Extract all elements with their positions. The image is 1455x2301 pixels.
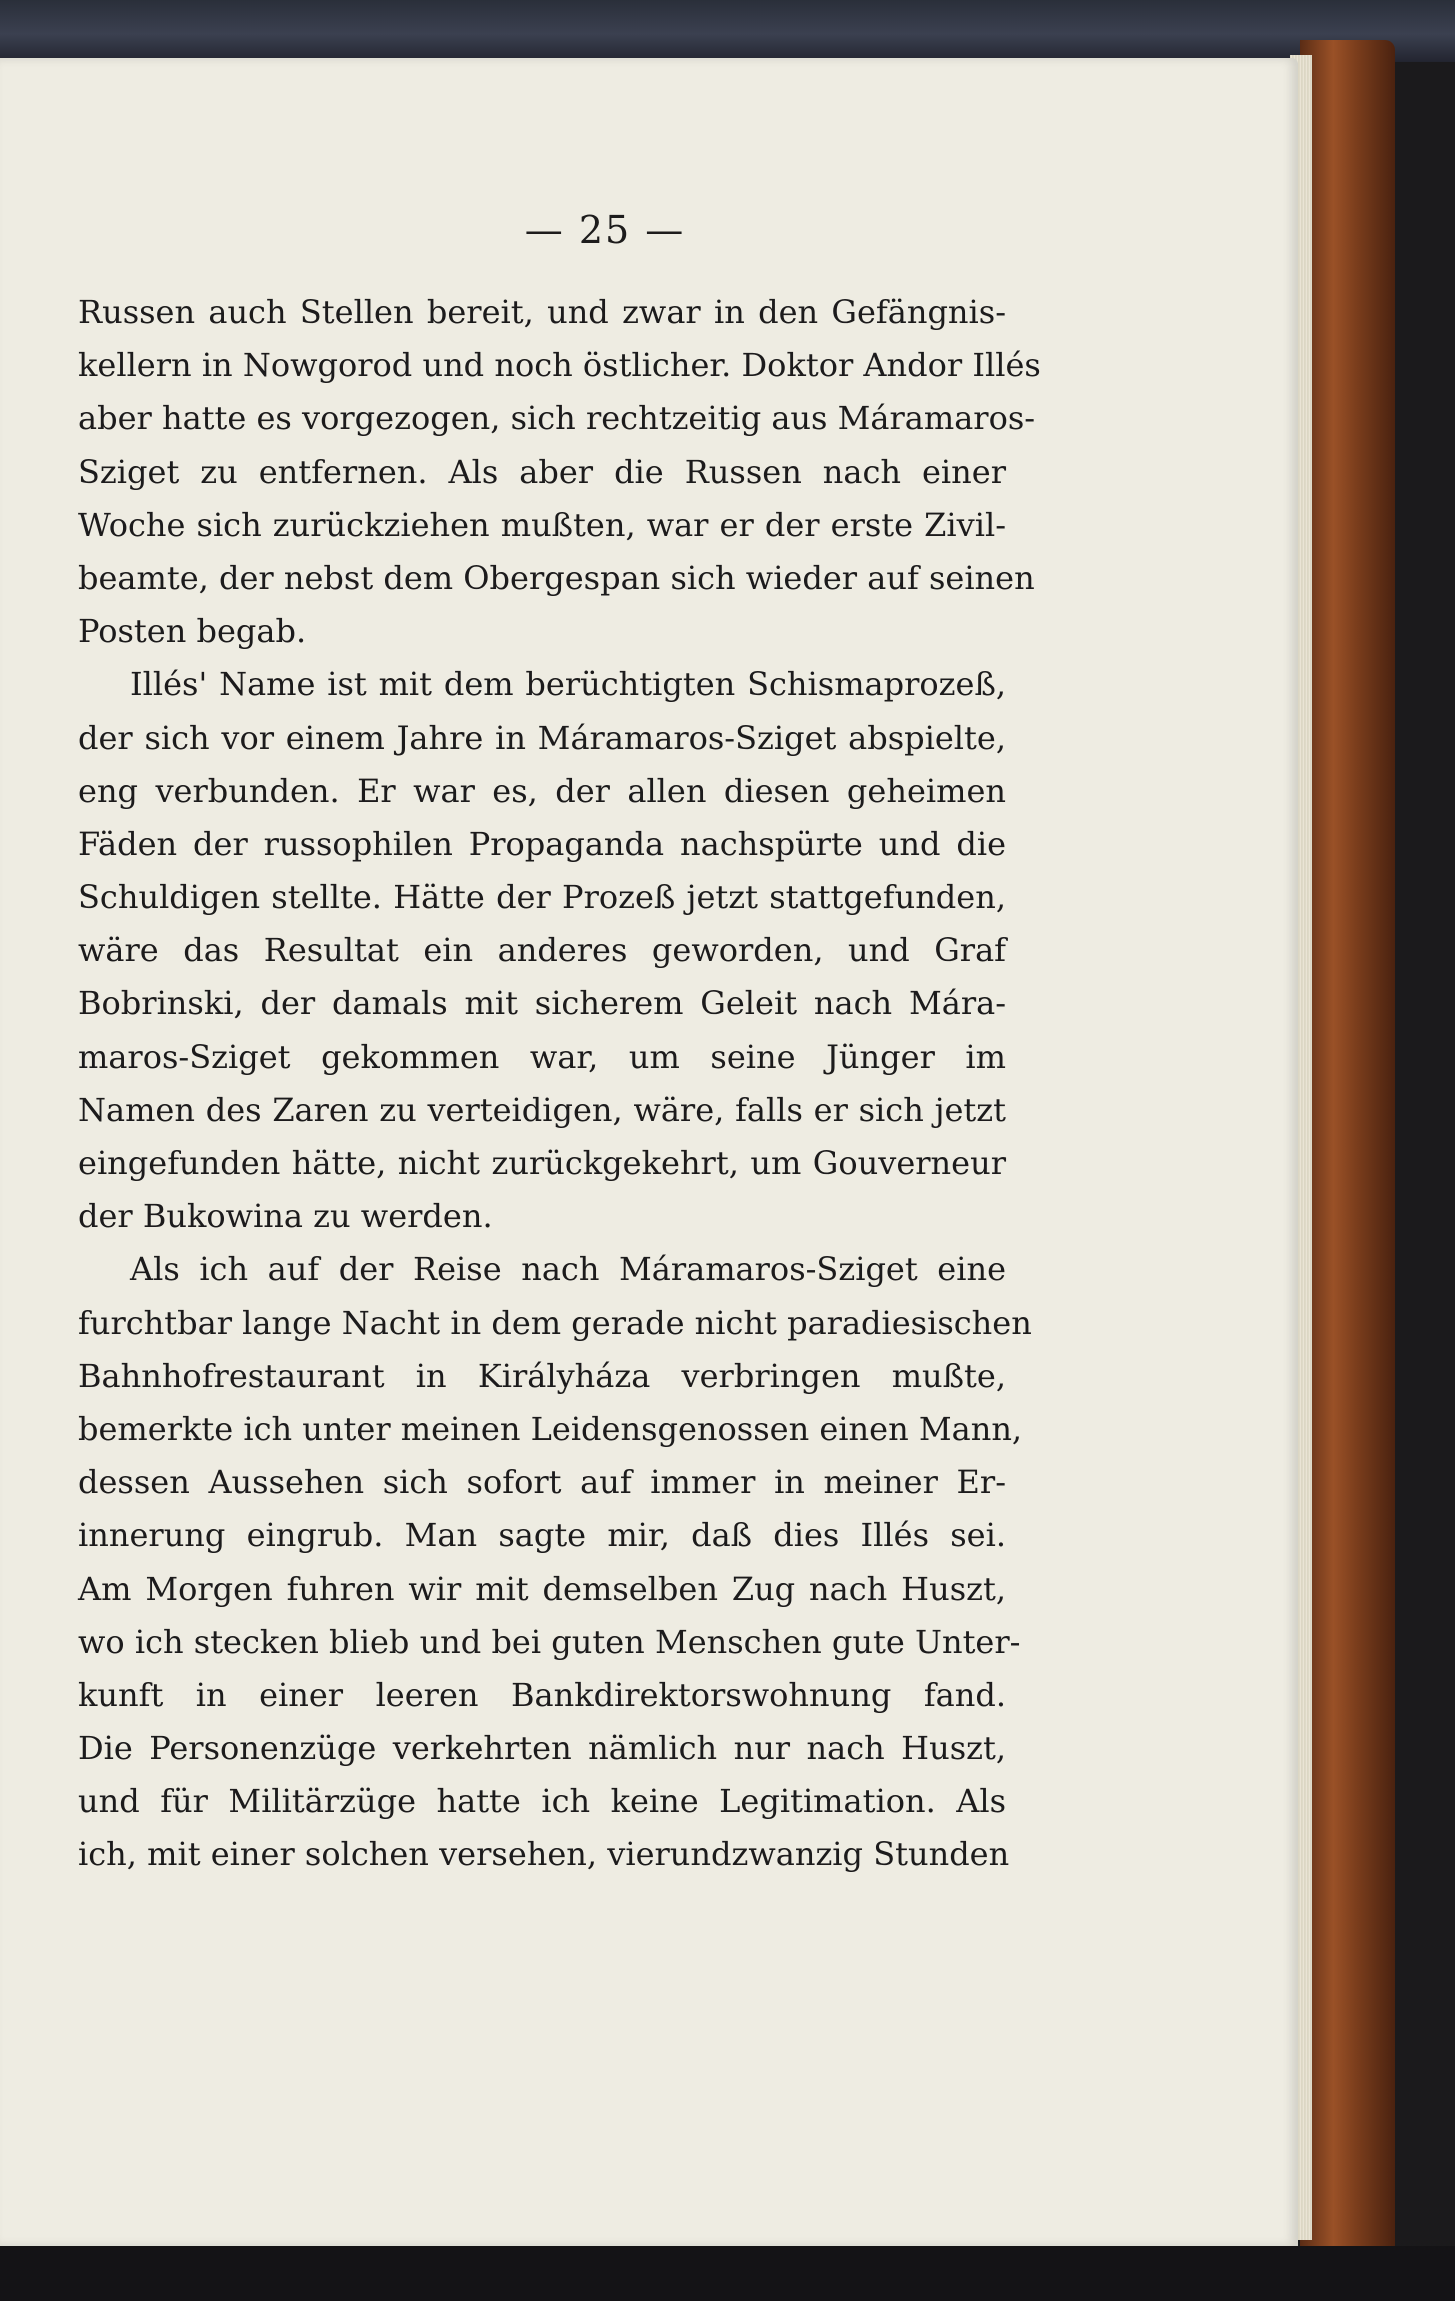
text-line: wäre das Resultat ein anderes geworden, und Graf (78, 931, 1006, 970)
book-page (0, 58, 1298, 2246)
text-line: innerung eingrub. Man sagte mir, daß dies Illés sei. (78, 1516, 1006, 1555)
text-line: dessen Aussehen sich sofort auf immer in meiner Er- (78, 1463, 1006, 1502)
text-line: kellern in Nowgorod und noch östlicher. Doktor Andor Illés (78, 346, 1041, 385)
text-line: aber hatte es vorgezogen, sich rechtzeitig aus Máramaros- (78, 399, 1036, 438)
text-line: Am Morgen fuhren wir mit demselben Zug nach Huszt, (78, 1569, 1006, 1608)
scan-background-top (0, 0, 1455, 62)
text-line: bemerkte ich unter meinen Leidensgenossen einen Mann, (78, 1409, 1023, 1448)
book-cover-edge (1300, 40, 1395, 2255)
text-line: Schuldigen stellte. Hätte der Prozeß jetzt stattgefunden, (78, 878, 1006, 917)
text-line: Posten begab. (78, 612, 307, 651)
text-line: Bahnhofrestaurant in Királyháza verbringen mußte, (78, 1356, 1006, 1395)
body-text (78, 286, 1041, 1882)
text-line: Als ich auf der Reise nach Máramaros-Sziget eine (130, 1250, 1006, 1289)
text-line: der Bukowina zu werden. (78, 1197, 493, 1236)
text-line: Sziget zu entfernen. Als aber die Russen nach einer (78, 452, 1006, 491)
text-line: Woche sich zurückziehen mußten, war er der erste Zivil- (78, 505, 1006, 544)
text-line: wo ich stecken blieb und bei guten Menschen gute Unter- (78, 1622, 1021, 1661)
text-line: Die Personenzüge verkehrten nämlich nur nach Huszt, (78, 1729, 1006, 1768)
text-line: Illés' Name ist mit dem berüchtigten Schismaprozeß, (130, 665, 1006, 704)
text-line: maros-Sziget gekommen war, um seine Jünger im (78, 1037, 1006, 1076)
text-line: Namen des Zaren zu verteidigen, wäre, falls er sich jetzt (78, 1090, 1006, 1129)
text-line: der sich vor einem Jahre in Máramaros-Sziget abspielte, (78, 718, 1006, 757)
text-line: kunft in einer leeren Bankdirektorswohnung fand. (78, 1675, 1006, 1714)
text-line: ich, mit einer solchen versehen, vierundzwanzig Stunden (78, 1835, 1010, 1874)
text-line: eng verbunden. Er war es, der allen diesen geheimen (78, 771, 1006, 810)
page-number: — 25 — (524, 208, 686, 252)
text-line: und für Militärzüge hatte ich keine Legitimation. Als (78, 1782, 1006, 1821)
text-line: furchtbar lange Nacht in dem gerade nicht paradiesischen (78, 1303, 1032, 1342)
text-line: Bobrinski, der damals mit sicherem Geleit nach Mára- (78, 984, 1006, 1023)
scan-background-bottom (0, 2246, 1455, 2301)
text-line: Fäden der russophilen Propaganda nachspürte und die (78, 824, 1006, 863)
text-line: beamte, der nebst dem Obergespan sich wieder auf seinen (78, 558, 1035, 597)
text-line: Russen auch Stellen bereit, und zwar in den Gefängnis- (78, 293, 1006, 331)
text-line: eingefunden hätte, nicht zurückgekehrt, um Gouverneur (78, 1144, 1006, 1182)
